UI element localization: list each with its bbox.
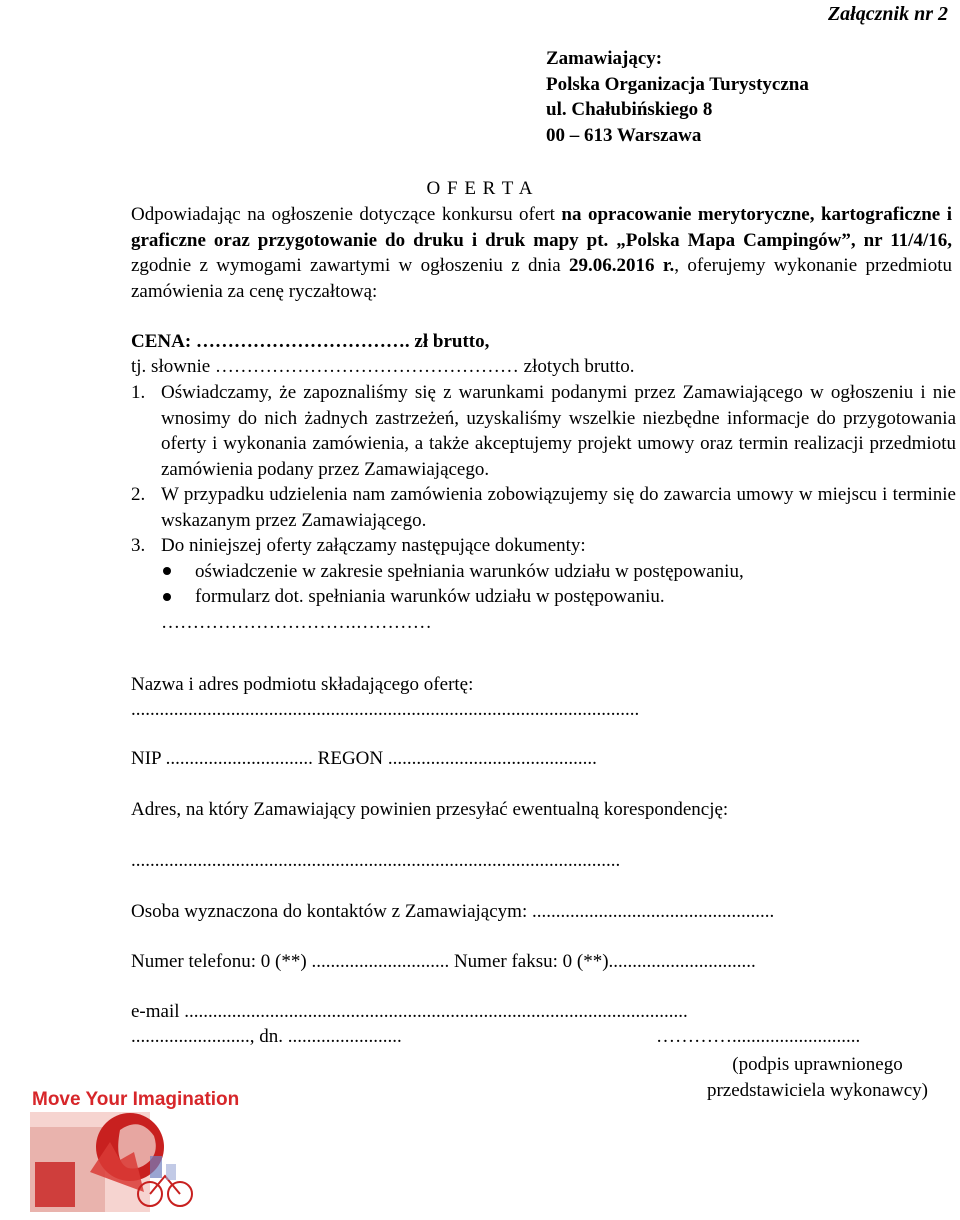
attachment-item (163, 559, 956, 585)
list-item (131, 533, 956, 559)
item-number: 1. (131, 382, 146, 403)
signature-caption-line1: (podpis uprawnionego (732, 1054, 903, 1075)
bidder-name-field[interactable]: ........................................................................................................... (131, 699, 640, 720)
list-item (131, 380, 956, 482)
intro-text-2: zgodnie z wymogami zawartymi w ogłoszeniu z dnia (131, 255, 570, 276)
offer-title: O F E R T A (426, 178, 534, 199)
nip-regon-field[interactable]: NIP ............................... REGON ............................................ (131, 748, 597, 769)
recipient-block (546, 46, 809, 148)
address-field[interactable]: ....................................................................................................... (131, 850, 621, 871)
declarations-list (131, 380, 956, 635)
attachment-text: formularz dot. spełniania warunków udziału w postępowaniu. (195, 586, 665, 607)
recipient-name: Polska Organizacja Turystyczna (546, 73, 809, 95)
place-date-field[interactable]: ........................., dn. ........................ (131, 1026, 402, 1047)
attachment-text: oświadczenie w zakresie spełniania warunków udziału w postępowaniu, (195, 560, 744, 582)
intro-text-1: Odpowiadając na ogłoszenie dotyczące konkursu ofert (131, 204, 562, 225)
intro-subject: na opracowanie merytoryczne, kartograficzne i graficzne oraz przygotowanie do druku i druk mapy pt. „Polska Mapa Campingów”, nr 11/4/16, (131, 204, 952, 251)
attachment-item (163, 584, 956, 610)
intro-paragraph (131, 202, 952, 304)
address-label: Adres, na który Zamawiający powinien przesyłać ewentualną korespondencję: (131, 799, 729, 820)
recipient-street: ul. Chałubińskiego 8 (546, 99, 713, 120)
attachments-more: ………………………….………… (161, 611, 432, 633)
bidder-name-label: Nazwa i adres podmiotu składającego ofertę: (131, 674, 474, 695)
bullet-icon (163, 593, 171, 601)
item-text: Do niniejszej oferty załączamy następujące dokumenty: (161, 535, 586, 556)
price-line: CENA: ……………………………. zł brutto, (131, 331, 490, 352)
attachments-list (163, 559, 956, 610)
recipient-city: 00 – 613 Warszawa (546, 124, 702, 146)
item-number: 2. (131, 484, 146, 505)
logo-text: Move Your Imagination (32, 1089, 240, 1110)
item-number: 3. (131, 535, 146, 556)
signature-caption (707, 1052, 928, 1103)
item-text: W przypadku udzielenia nam zamówienia zobowiązujemy się do zawarcia umowy w miejscu i terminie wskazanym przez Zamawiającego. (161, 484, 956, 531)
phone-fax-field[interactable]: Numer telefonu: 0 (**) ............................. Numer faksu: 0 (**)............................... (131, 951, 756, 972)
email-field[interactable]: e-mail .......................................................................................................... (131, 1001, 688, 1022)
recipient-label: Zamawiający: (546, 48, 663, 69)
move-your-imagination-logo (30, 1082, 240, 1212)
list-item (131, 482, 956, 533)
item-text: Oświadczamy, że zapoznaliśmy się z warunkami podanymi przez Zamawiającego w ogłoszeniu i nie wnosimy do nich żadnych zastrzeżeń, uzyskaliśmy wszelkie niezbędne informacje do przygotowania oferty i wykonania zamówienia, a także akceptujemy projekt umowy oraz termin realizacji przedmiotu zamówienia podany przez Zamawiającego. (161, 382, 956, 480)
contact-person-field[interactable]: Osoba wyznaczona do kontaktów z Zamawiającym: ................................................... (131, 901, 775, 922)
price-words-line: tj. słownie ………………………………………… złotych brutto. (131, 356, 635, 377)
bullet-icon (163, 567, 171, 575)
signature-caption-line2: przedstawiciela wykonawcy) (706, 1079, 928, 1101)
intro-text-3: , oferujemy wykonanie przedmiotu zamówienia za cenę ryczałtową: (131, 255, 952, 302)
annex-label: Załącznik nr 2 (827, 3, 948, 25)
signature-line[interactable]: …………........................... (656, 1026, 861, 1047)
intro-date: 29.06.2016 r. (569, 255, 675, 276)
